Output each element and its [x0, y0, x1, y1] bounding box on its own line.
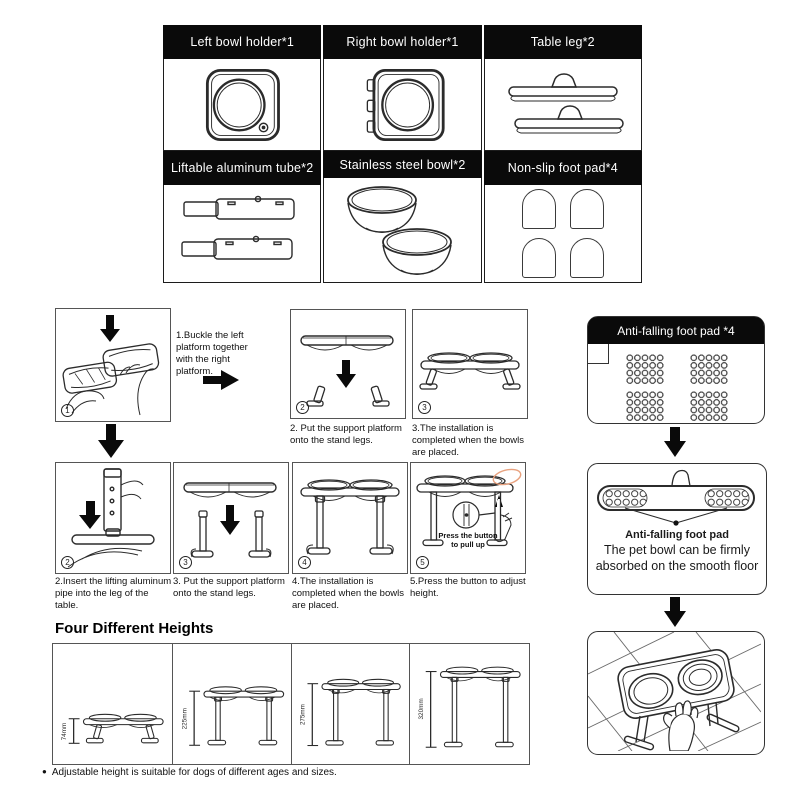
part-label: Liftable aluminum tube*2: [163, 151, 321, 185]
step-2-caption: 2. Put the support platform onto the stand legs.: [290, 423, 402, 447]
step-4-caption: 2.Insert the lifting aluminum pipe into the leg of the table.: [55, 576, 172, 612]
height-74mm-illustration: [53, 644, 170, 762]
step-number: 1: [61, 404, 74, 417]
product-on-floor-illustration: [588, 632, 761, 751]
platform-onto-legs-illustration: [291, 310, 403, 416]
steel-bowl-icon: [337, 178, 467, 282]
step-number: 4: [298, 556, 311, 569]
height-225mm-illustration: [173, 644, 291, 762]
assembly-step-4-box: [55, 462, 171, 574]
leg-bottom-illustration: [588, 464, 764, 528]
table-leg-icon: [499, 61, 627, 149]
step-6-caption: 4.The installation is completed when the bowls are placed.: [292, 576, 404, 612]
arrow-down-icon: [98, 424, 124, 458]
part-cell-left-bowl-holder: [163, 25, 321, 151]
heights-title: Four Different Heights: [55, 620, 214, 637]
height-box-4: [409, 643, 530, 765]
step-3-caption: 3.The installation is completed when the bowls are placed.: [412, 423, 524, 459]
platform-onto-tall-legs-illustration: [174, 463, 286, 571]
part-cell-table-leg: [484, 25, 642, 151]
right-bowl-holder-icon: [347, 61, 457, 149]
parts-table: [163, 25, 642, 283]
arrow-right-icon: [203, 370, 239, 390]
height-box-3: [291, 643, 410, 765]
assembly-step-1-box: [55, 308, 171, 422]
insert-tube-illustration: [56, 463, 168, 571]
foot-pad-description: The pet bowl can be firmly absorbed on the smooth floor: [595, 543, 759, 573]
foot-pad-panel-header: Anti-falling foot pad *4: [588, 317, 764, 344]
foot-pad-detail-panel: [587, 463, 767, 595]
step-number: 2: [61, 556, 74, 569]
height-box-2: [172, 643, 294, 765]
height-value: 74mm: [60, 722, 68, 741]
height-box-1: [52, 643, 173, 765]
height-275mm-illustration: [292, 644, 407, 762]
suction-pads-illustration: [626, 354, 728, 421]
height-value: 320mm: [417, 698, 425, 720]
footnote-text: Adjustable height is suitable for dogs of different ages and sizes.: [51, 767, 337, 778]
arrow-down-icon: [664, 597, 686, 627]
assembly-step-3-box: [412, 309, 528, 419]
part-label: Non-slip foot pad*4: [484, 151, 642, 185]
left-bowl-holder-icon: [187, 61, 297, 149]
aluminum-tube-icon: [178, 188, 306, 280]
part-label: Table leg*2: [484, 25, 642, 59]
step-number: 3: [179, 556, 192, 569]
part-cell-foot-pad: [484, 151, 642, 283]
part-label: Left bowl holder*1: [163, 25, 321, 59]
part-label: Stainless steel bowl*2: [323, 151, 481, 178]
foot-pad-label: Anti-falling foot pad: [625, 529, 729, 541]
assembly-step-5-box: [173, 462, 289, 574]
assembly-step-6-box: [292, 462, 408, 574]
part-label: Right bowl holder*1: [323, 25, 481, 59]
press-button-illustration: [411, 463, 523, 571]
step-1-text: 1.Buckle the left platform together with the right platform.: [176, 330, 248, 378]
step-number: 2: [296, 401, 309, 414]
assembly-step-7-box: [410, 462, 526, 574]
step-7-caption: 5.Press the button to adjust height.: [410, 576, 526, 600]
low-stand-illustration: [413, 310, 525, 416]
height-value: 275mm: [299, 704, 307, 726]
part-cell-aluminum-tube: [163, 151, 321, 283]
tall-stand-illustration: [293, 463, 405, 571]
corner-notch: [588, 344, 609, 364]
final-product-panel: [587, 631, 765, 755]
part-cell-steel-bowl: [323, 151, 481, 283]
height-value: 225mm: [181, 708, 189, 730]
step-number: 3: [418, 401, 431, 414]
foot-pad-panel: [587, 316, 765, 424]
assembly-step-2-box: [290, 309, 406, 419]
footnote: [42, 767, 337, 778]
press-button-note: Press the button to pull up: [438, 531, 498, 549]
step-number: 5: [416, 556, 429, 569]
height-320mm-illustration: [410, 644, 527, 762]
foot-pads-icon: [522, 189, 604, 278]
buckle-platforms-illustration: [56, 309, 168, 419]
bullet-icon: ●: [42, 767, 47, 776]
arrow-down-icon: [664, 427, 686, 457]
part-cell-right-bowl-holder: [323, 25, 481, 151]
step-5-caption: 3. Put the support platform onto the stand legs.: [173, 576, 285, 600]
